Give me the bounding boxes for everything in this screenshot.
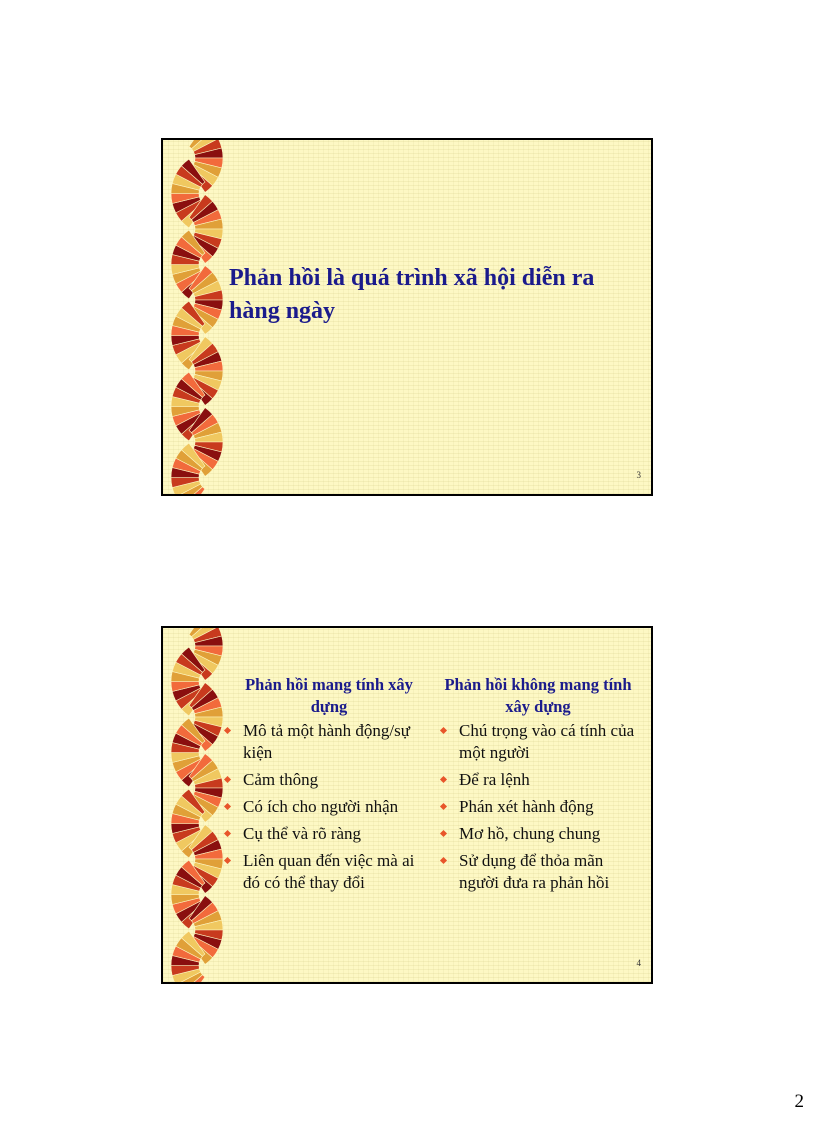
non-constructive-list	[435, 720, 635, 894]
list-item	[219, 769, 425, 791]
diamond-bullet-icon	[440, 857, 447, 864]
diamond-bullet-icon	[440, 727, 447, 734]
list-item	[219, 796, 425, 818]
slide-number: 3	[636, 470, 641, 480]
diamond-bullet-icon	[440, 776, 447, 783]
constructive-heading: Phản hồi mang tính xây dựng	[245, 675, 413, 716]
constructive-list	[219, 720, 425, 894]
list-item	[219, 720, 425, 764]
diamond-bullet-icon	[224, 727, 231, 734]
slide-3	[161, 138, 653, 496]
non-constructive-column	[435, 674, 635, 899]
diamond-bullet-icon	[224, 776, 231, 783]
list-item-text: Mô tả một hành động/sự kiện	[243, 721, 410, 762]
page-number: 2	[794, 1091, 804, 1112]
list-item-text: Cảm thông	[243, 770, 319, 789]
slide-4	[161, 626, 653, 984]
constructive-column	[219, 674, 425, 899]
list-item-text: Có ích cho người nhận	[243, 797, 399, 816]
diamond-bullet-icon	[440, 830, 447, 837]
list-item-text: Mơ hồ, chung chung	[459, 824, 601, 843]
list-item-text: Phán xét hành động	[459, 797, 594, 816]
list-item	[435, 796, 635, 818]
list-item	[219, 823, 425, 845]
slide-title: Phản hồi là quá trình xã hội diễn ra hàng ngày	[229, 265, 595, 324]
diamond-bullet-icon	[224, 830, 231, 837]
list-item-text: Liên quan đến việc mà ai đó có thể thay đổi	[243, 851, 415, 892]
list-item-text: Sử dụng để thỏa mãn người đưa ra phản hồi	[459, 851, 610, 892]
diamond-bullet-icon	[440, 803, 447, 810]
fan-border-decoration	[171, 140, 231, 496]
list-item-text: Để ra lệnh	[459, 770, 530, 789]
list-item	[435, 850, 635, 894]
list-item	[435, 823, 635, 845]
diamond-bullet-icon	[224, 803, 231, 810]
list-item-text: Cụ thể và rõ ràng	[243, 824, 362, 843]
diamond-bullet-icon	[224, 857, 231, 864]
list-item	[435, 769, 635, 791]
list-item	[219, 850, 425, 894]
non-constructive-heading: Phản hồi không mang tính xây dựng	[444, 675, 632, 716]
slide-number: 4	[636, 958, 641, 968]
list-item	[435, 720, 635, 764]
list-item-text: Chú trọng vào cá tính của một người	[459, 721, 635, 762]
